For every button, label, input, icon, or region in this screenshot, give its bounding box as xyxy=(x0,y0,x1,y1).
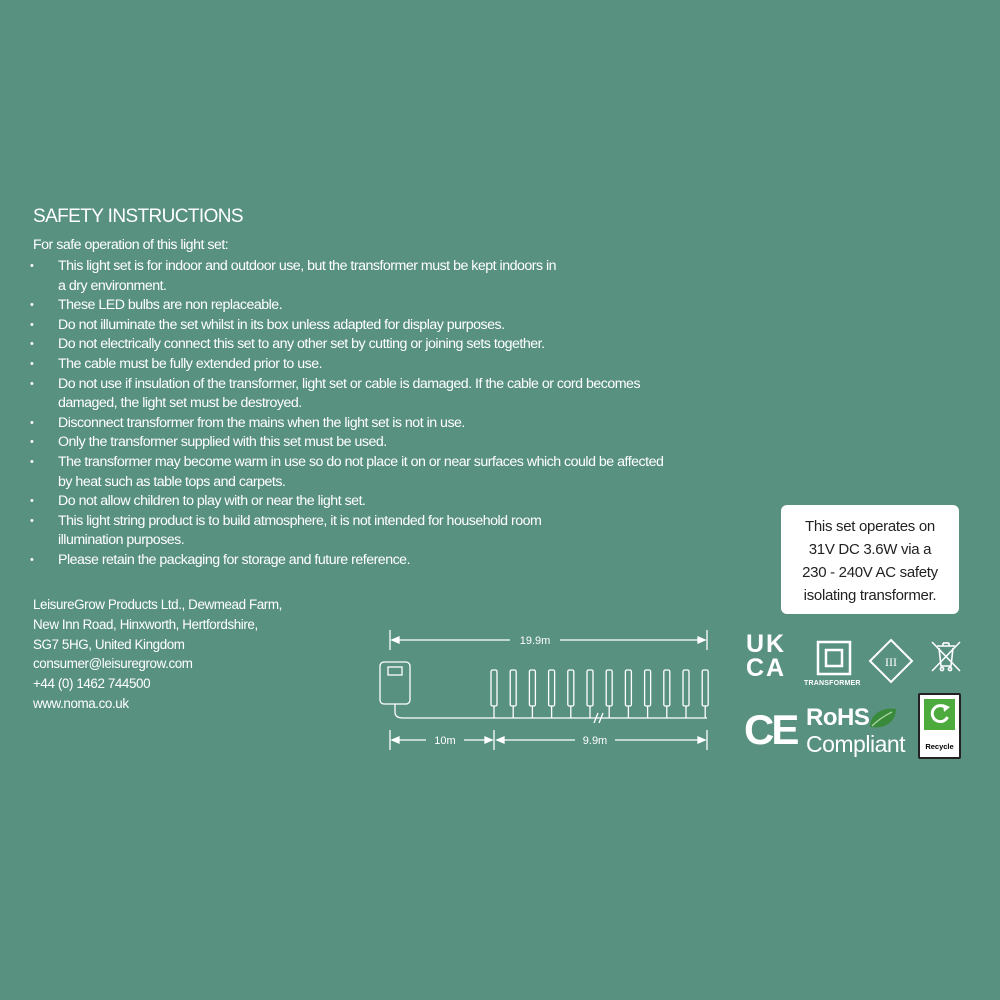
led-bulb-icon xyxy=(664,670,670,718)
power-info-box xyxy=(781,505,959,614)
led-bulb-icon xyxy=(645,670,651,718)
address-line: LeisureGrow Products Ltd., Dewmead Farm, xyxy=(33,597,282,612)
list-item: • Disconnect transformer from the mains when the light set is not in use. xyxy=(28,414,708,434)
info-line: isolating transformer. xyxy=(803,587,937,604)
ukca-mark xyxy=(746,632,786,680)
weee-bin-icon xyxy=(928,638,964,674)
rohs-label: RoHS xyxy=(806,704,870,731)
led-bulb-icon xyxy=(606,670,612,718)
leaf-icon xyxy=(866,705,900,731)
phone: +44 (0) 1462 744500 xyxy=(33,676,151,692)
list-item: • This light set is for indoor and outdoor use, but the transformer must be kept indoors in a dry environment. xyxy=(28,257,558,296)
ukca-bottom: CA xyxy=(746,654,787,682)
email: consumer@leisuregrow.com xyxy=(33,656,193,672)
safety-transformer-icon xyxy=(816,640,852,676)
transformer-label: TRANSFORMER xyxy=(804,680,861,687)
led-bulb-icon xyxy=(510,670,516,718)
led-bulb-icon xyxy=(491,670,497,718)
class-three-label: III xyxy=(885,655,897,669)
lead-length-label: 10m xyxy=(434,735,456,747)
recycle-badge xyxy=(918,693,961,759)
list-item: • Please retain the packaging for storage and future reference. xyxy=(28,551,708,571)
safety-title: SAFETY INSTRUCTIONS xyxy=(33,206,243,227)
compliant-label: Compliant xyxy=(806,731,906,757)
address-line: New Inn Road, Hinxworth, Hertfordshire, xyxy=(33,616,258,632)
safety-list xyxy=(28,257,708,571)
list-item: • Do not electrically connect this set to any other set by cutting or joining sets together. xyxy=(28,335,708,355)
led-bulb-icon xyxy=(625,670,631,718)
total-length-label: 19.9m xyxy=(519,635,551,647)
info-line: 230 - 240V AC safety xyxy=(802,564,938,581)
light-string-diagram xyxy=(370,622,720,757)
recycle-icon xyxy=(924,699,955,730)
led-bulb-icon xyxy=(529,670,535,718)
safety-intro: For safe operation of this light set: xyxy=(33,237,229,253)
list-item: • Do not use if insulation of the transformer, light set or cable is damaged. If the cable or cord becomes damaged, the light set must be destroyed. xyxy=(28,375,648,414)
led-bulb-icon xyxy=(568,670,574,718)
led-bulb-icon xyxy=(702,670,708,718)
info-line: This set operates on xyxy=(805,518,935,535)
website: www.noma.co.uk xyxy=(33,695,129,711)
list-item: • This light string product is to build atmosphere, it is not intended for household room illumination purposes. xyxy=(28,512,608,551)
address-line: SG7 5HG, United Kingdom xyxy=(33,636,185,652)
recycle-label: Recycle xyxy=(925,742,954,751)
list-item: • These LED bulbs are non replaceable. xyxy=(28,296,708,316)
ce-mark: CE xyxy=(744,706,797,753)
list-item: • Do not illuminate the set whilst in its box unless adapted for display purposes. xyxy=(28,316,708,336)
led-bulb-icon xyxy=(587,670,593,718)
led-bulb-icon xyxy=(549,670,555,718)
lit-length-label: 9.9m xyxy=(582,735,608,747)
class-three-icon xyxy=(868,638,914,684)
led-bulb-icon xyxy=(683,670,689,718)
ukca-top: UK xyxy=(746,630,787,658)
list-item: • The cable must be fully extended prior to use. xyxy=(28,355,708,375)
info-line: 31V DC 3.6W via a xyxy=(808,541,932,558)
list-item: • Only the transformer supplied with this set must be used. xyxy=(28,433,708,453)
list-item: • Do not allow children to play with or near the light set. xyxy=(28,492,708,512)
list-item: • The transformer may become warm in use so do not place it on or near surfaces which could be affected by heat such as table tops and carpets. xyxy=(28,453,673,492)
company-address xyxy=(33,595,282,714)
